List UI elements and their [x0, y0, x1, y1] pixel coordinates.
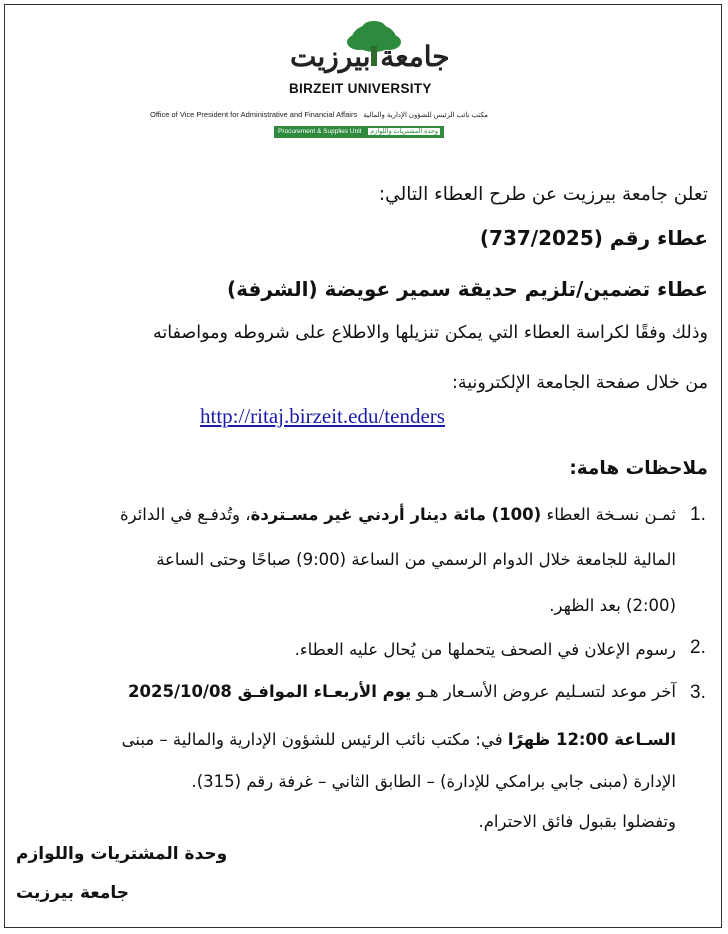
- description-line-1: وذلك وفقًا لكراسة العطاء التي يمكن تنزيلها والاطلاع على شروطه ومواصفاته: [152, 323, 708, 343]
- intro-text: تعلن جامعة بيرزيت عن طرح العطاء التالي:: [378, 184, 708, 205]
- note-3-line-3: الإدارة (مبنى جابي برامكي للإدارة) – الطابق الثاني – غرفة رقم (315).: [191, 772, 676, 791]
- note-1-number: 1.: [690, 504, 706, 525]
- note-3-text-a: آخر موعد لتسـليم عروض الأسـعار هـو: [411, 682, 676, 701]
- note-1-line-1: [120, 505, 676, 524]
- note-3-deadline-time: السـاعة 12:00 ظهرًا: [507, 730, 676, 749]
- note-3-line-1: [128, 682, 676, 701]
- note-1-text-b: ، وتُدفـع في الدائرة: [119, 505, 251, 524]
- note-1-text-a: ثمـن نسـخة العطاء: [541, 505, 676, 524]
- note-1-line-3: (2:00) بعد الظهر.: [549, 596, 676, 615]
- office-title: [150, 110, 488, 119]
- closing-line: وتفضلوا بقبول فائق الاحترام.: [478, 812, 676, 831]
- tender-number: عطاء رقم (737/2025): [479, 226, 708, 250]
- tenders-link[interactable]: http://ritaj.birzeit.edu/tenders: [200, 404, 445, 428]
- note-3-deadline-date: يوم الأربعـاء الموافـق 2025/10/08: [128, 682, 412, 701]
- note-2-number: 2.: [690, 637, 706, 658]
- signature-unit: وحدة المشتريات واللوازم: [16, 844, 228, 864]
- note-2-line-1: رسوم الإعلان في الصحف يتحملها من يُحال عليه العطاء.: [294, 640, 676, 659]
- notes-heading: ملاحظات هامة:: [569, 458, 708, 479]
- note-3-number: 3.: [690, 682, 706, 703]
- note-3-location: في: مكتب نائب الرئيس للشؤون الإدارية والمالية – مبنى: [121, 730, 508, 749]
- university-name: BIRZEIT UNIVERSITY: [289, 81, 432, 96]
- unit-badge-en: Procurement & Supplies Unit: [278, 128, 362, 135]
- office-title-en: Office of Vice President for Administrative and Financial Affairs: [150, 110, 358, 119]
- tender-title: عطاء تضمين/تلزيم حديقة سمير عويضة (الشرفة): [227, 277, 708, 301]
- note-1-price: (100) مائة دينار أردني غير مسـتردة: [250, 505, 542, 524]
- signature-university: جامعة بيرزيت: [16, 883, 130, 903]
- unit-badge: [274, 126, 444, 138]
- logo-arabic-wordmark: جامعة بيرزيت: [290, 40, 450, 73]
- note-3-line-2: [122, 730, 676, 749]
- unit-badge-ar: وحدة المشتريات واللوازم: [370, 128, 439, 135]
- description-line-2: من خلال صفحة الجامعة الإلكترونية:: [452, 373, 708, 393]
- office-title-ar: مكتب نائب الرئيس للشؤون الإدارية والمالية: [363, 112, 488, 119]
- note-1-line-2: المالية للجامعة خلال الدوام الرسمي من الساعة (9:00) صباحًا وحتى الساعة: [156, 550, 676, 569]
